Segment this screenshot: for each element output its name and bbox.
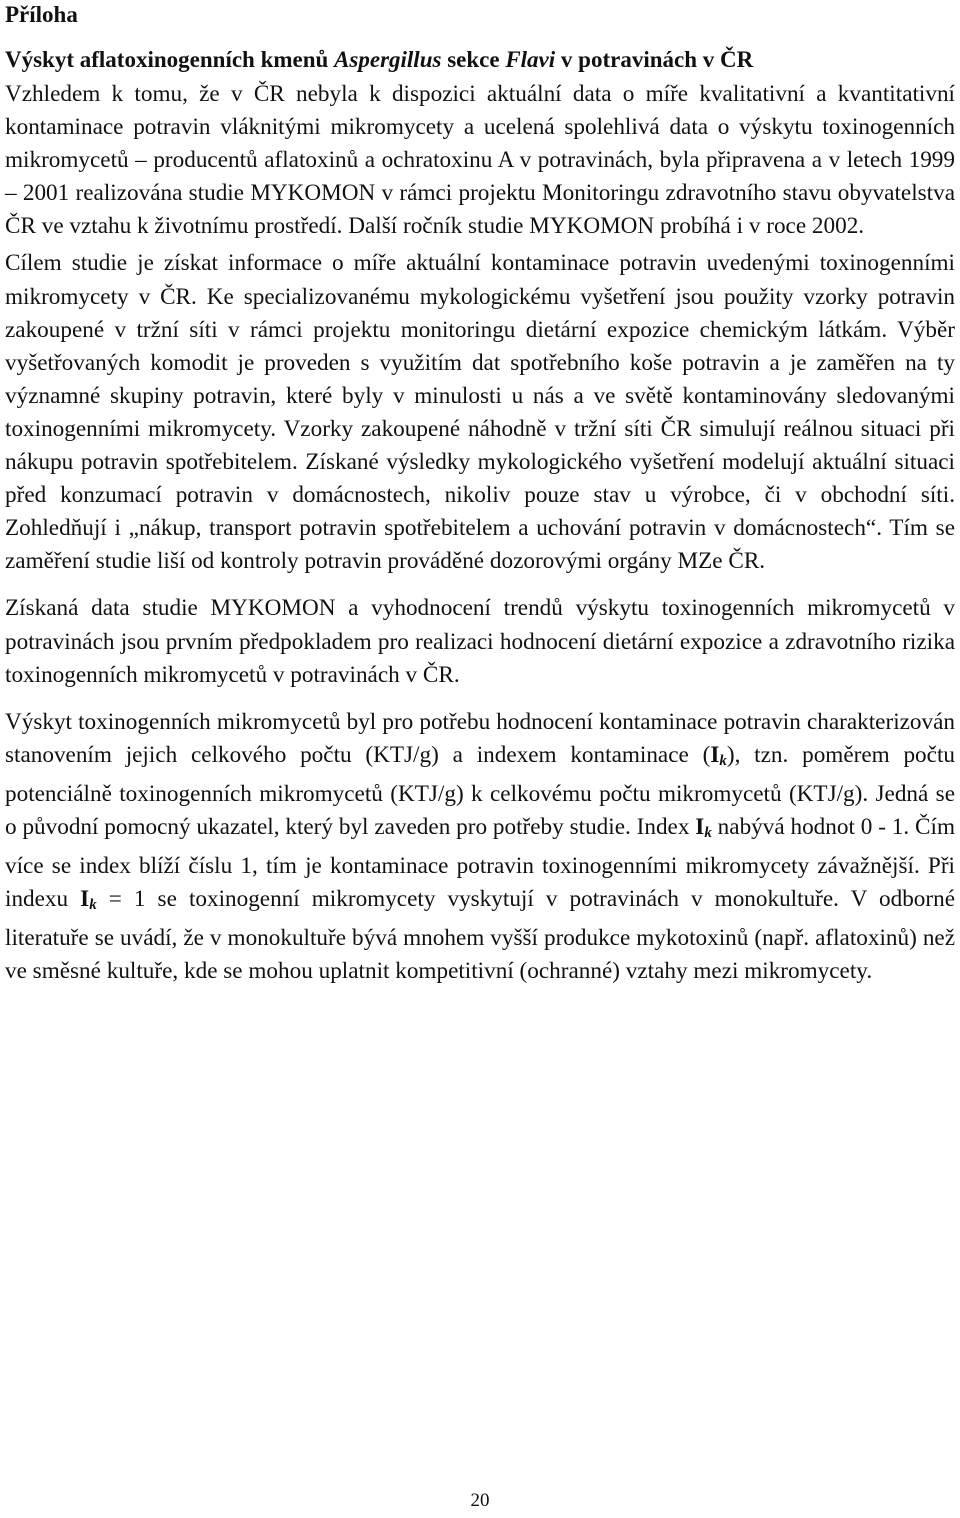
document-page	[5, 0, 955, 988]
index-subscript: k	[89, 897, 97, 914]
appendix-heading: Příloha	[5, 2, 78, 27]
page-number: 20	[470, 1490, 490, 1511]
section-title	[5, 45, 955, 75]
paragraph-data: Získaná data studie MYKOMON a vyhodnocení trendů výskytu toxinogenních mikromycetů v potravinách jsou prvním předpokladem pro realizaci hodnocení dietární expozice a zdravotního rizika toxinogenních mikromycetů v potravinách v ČR.	[5, 595, 955, 688]
title-section: Flavi	[505, 47, 556, 72]
index-letter: I	[80, 886, 90, 913]
paragraph-aim: Cílem studie je získat informace o míře aktuální kontaminace potravin uvedenými toxinogenními mikromycety v ČR. Ke specializovanému mykologickému vyšetření jsou použity vzorky potravin zakoupené v tržní síti v rámci projektu monitoringu dietární expozice chemickým látkám. Výběr vyšetřovaných komodit je proveden s využitím dat spotřebního koše potravin a je zaměřen na ty významné skupiny potravin, které byly v minulosti u nás a ve světě kontaminovány sledovanými toxinogenními mikromycety. Vzorky zakoupené náhodně v tržní síti ČR simulují reálnou situaci při nákupu potravin spotřebitelem. Získané výsledky mykologického vyšetření modelují aktuální situaci před konzumací potravin v domácnostech, nikoliv pouze stav u výrobce, či v obchodní síti. Zohledňují i „nákup, transport potravin spotřebitelem a uchování potravin v domácnostech“. Tím se zaměření studie liší od kontroly potravin prováděné dozorovými orgány MZe ČR.	[5, 250, 955, 575]
index-symbol	[80, 886, 97, 912]
index-symbol	[710, 742, 727, 768]
paragraph-intro: Vzhledem k tomu, že v ČR nebyla k dispozici aktuální data o míře kvalitativní a kvantitativní kontaminace potravin vláknitými mikromycety a ucelená spolehlivá data o výskytu toxinogenních mikromycetů – producentů aflatoxinů a ochratoxinu A v potravinách, byla připravena a v letech 1999 – 2001 realizována studie MYKOMON v rámci projektu Monitoringu zdravotního stavu obyvatelstva ČR ve vztahu k životnímu prostředí. Další ročník studie MYKOMON probíhá i v roce 2002.	[5, 81, 955, 240]
title-genus: Aspergillus	[334, 47, 442, 72]
index-text-1: Výskyt toxinogenních mikromycetů byl pro potřebu hodnocení kontaminace potravin charakterizován stanovením jejich celkového počtu (KTJ/g) a indexem kontaminace (	[5, 708, 955, 768]
index-letter: I	[710, 741, 720, 768]
paragraph-index	[5, 706, 955, 989]
index-symbol	[695, 814, 712, 840]
index-subscript: k	[719, 752, 727, 769]
title-part-pre: Výskyt aflatoxinogenních kmenů	[5, 47, 335, 72]
title-part-mid: sekce	[441, 47, 506, 72]
title-part-post: v potravinách v ČR	[555, 47, 754, 72]
index-letter: I	[695, 813, 705, 840]
index-text-2: ), tzn. poměrem počtu potenciálně toxinogenních mikromycetů (KTJ/g) k celkovému počtu mikromycetů (KTJ/g). Jedná se o původní pomocný ukazatel, který byl zaveden pro potřeby studie. Index	[5, 741, 955, 840]
index-text-3: nabývá hodnot 0 - 1. Čím více se index blíží číslu 1, tím je kontaminace potravin toxinogenními mikromycety závažnější. Při indexu	[5, 813, 955, 913]
index-subscript: k	[704, 824, 712, 841]
index-text-4: = 1 se toxinogenní mikromycety vyskytují v potravinách v monokultuře. V odborné literatuře se uvádí, že v monokultuře bývá mnohem vyšší produkce mykotoxinů (např. aflatoxinů) než ve směsné kultuře, kde se mohou uplatnit kompetitivní (ochranné) vztahy mezi mikromycety.	[5, 886, 955, 985]
